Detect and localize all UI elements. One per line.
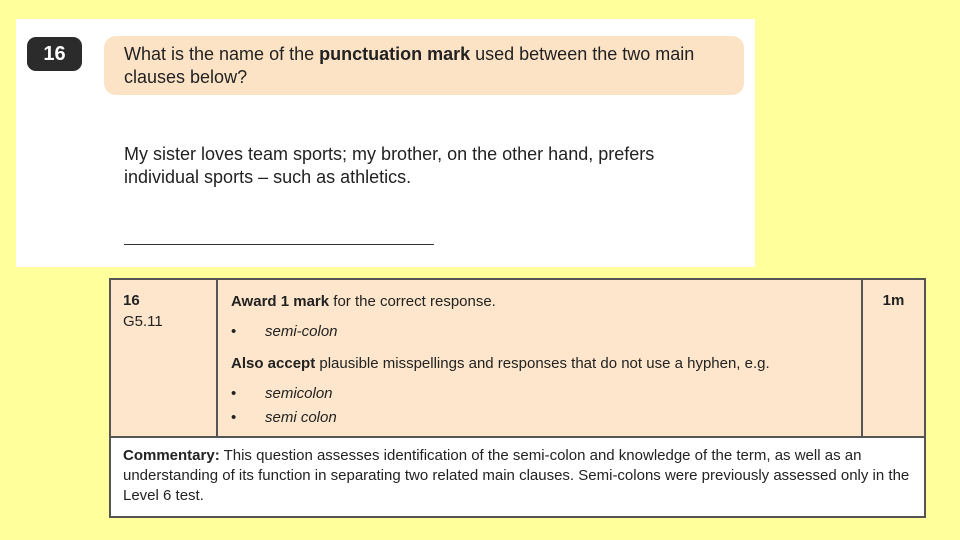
bullet-icon: • bbox=[231, 385, 237, 402]
answer-line[interactable] bbox=[124, 244, 434, 245]
question-prompt bbox=[104, 36, 744, 95]
mark-scheme-question-number: 16 bbox=[123, 292, 140, 309]
answer-bullet bbox=[231, 322, 851, 342]
alt-answer-bullet bbox=[231, 408, 851, 428]
prompt-text-start: What is the name of the bbox=[124, 44, 320, 64]
mark-scheme-table bbox=[109, 278, 926, 518]
marking-guidance bbox=[231, 292, 851, 428]
marks-value: 1m bbox=[882, 292, 905, 309]
example-sentence: My sister loves team sports; my brother, on the other hand, prefers individual sports – such as athletics. bbox=[124, 144, 655, 187]
also-accept-line bbox=[231, 354, 851, 374]
award-rest: for the correct response. bbox=[329, 293, 496, 310]
alt-answer-text: semi colon bbox=[265, 409, 337, 426]
question-number-badge: 16 bbox=[27, 37, 82, 71]
bullet-icon: • bbox=[231, 409, 237, 426]
commentary-label: Commentary: bbox=[123, 447, 220, 464]
marks-cell bbox=[861, 280, 924, 436]
prompt-text-bold: punctuation mark bbox=[319, 44, 471, 64]
commentary-text: This question assesses identification of the semi-colon and knowledge of the term, as well as an understanding of its function in separating two related main clauses. Semi-colons were previously assessed only in the Level 6 test. bbox=[123, 447, 910, 504]
alt-answer-bullet bbox=[231, 384, 851, 404]
mark-scheme-row bbox=[111, 280, 924, 438]
bullet-icon: • bbox=[231, 323, 237, 340]
question-card bbox=[16, 19, 755, 267]
commentary bbox=[123, 446, 918, 506]
award-line bbox=[231, 292, 851, 312]
award-bold: Award 1 mark bbox=[231, 293, 330, 310]
answer-text: semi-colon bbox=[265, 323, 338, 340]
content-domain-reference: G5.11 bbox=[123, 313, 163, 330]
also-accept-bold: Also accept bbox=[231, 355, 316, 372]
prompt-text-end: used between the two main clauses below? bbox=[124, 44, 695, 87]
question-reference-cell bbox=[111, 280, 218, 436]
also-accept-rest: plausible misspellings and responses that do not use a hyphen, e.g. bbox=[315, 355, 770, 372]
alt-answer-text: semicolon bbox=[265, 385, 333, 402]
